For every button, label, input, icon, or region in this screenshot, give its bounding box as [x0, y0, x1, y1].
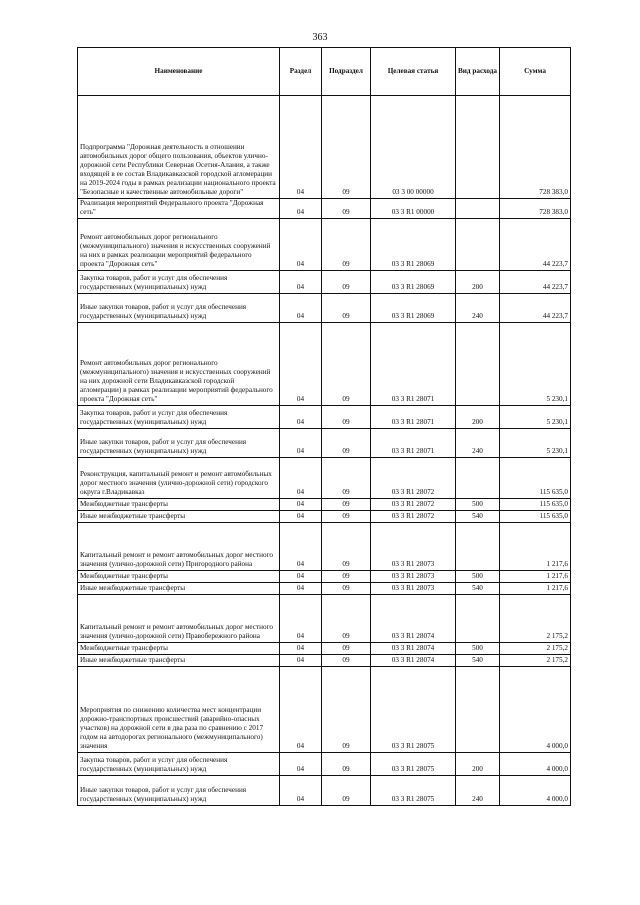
- cell-summa: 2 175,2: [500, 595, 571, 643]
- cell-vid: 200: [456, 406, 500, 429]
- cell-name: Ремонт автомобильных дорог регионального (межмуниципального) значения и искусственных сооружений на них в рамках реализации мероприятий федерального проекта "Дорожная сеть": [78, 219, 280, 271]
- cell-summa: 2 175,2: [500, 655, 571, 667]
- cell-razdel: 04: [280, 595, 322, 643]
- cell-podrazdel: 09: [322, 583, 371, 595]
- cell-statya: 03 3 R1 28075: [371, 753, 456, 776]
- cell-vid: [456, 458, 500, 499]
- cell-razdel: 04: [280, 655, 322, 667]
- cell-name: Иные межбюджетные трансферты: [78, 583, 280, 595]
- cell-vid: 500: [456, 571, 500, 583]
- header-podrazdel: Подраздел: [322, 48, 371, 96]
- cell-vid: 500: [456, 499, 500, 511]
- cell-podrazdel: 09: [322, 776, 371, 806]
- cell-vid: [456, 667, 500, 753]
- cell-vid: 200: [456, 753, 500, 776]
- cell-razdel: 04: [280, 294, 322, 323]
- cell-razdel: 04: [280, 406, 322, 429]
- page-number: 363: [312, 32, 328, 43]
- cell-statya: 03 3 R1 28071: [371, 406, 456, 429]
- cell-podrazdel: 09: [322, 199, 371, 219]
- cell-statya: 03 3 R1 28075: [371, 667, 456, 753]
- cell-razdel: 04: [280, 96, 322, 199]
- table-row: [78, 96, 571, 199]
- cell-razdel: 04: [280, 776, 322, 806]
- table-row: [78, 523, 571, 571]
- cell-vid: 200: [456, 271, 500, 294]
- cell-name: Закупка товаров, работ и услуг для обеспечения государственных (муниципальных) нужд: [78, 406, 280, 429]
- cell-summa: 44 223,7: [500, 294, 571, 323]
- cell-statya: 03 3 R1 28072: [371, 511, 456, 523]
- cell-name: Иные межбюджетные трансферты: [78, 655, 280, 667]
- cell-vid: [456, 219, 500, 271]
- table-row: [78, 499, 571, 511]
- table-row: [78, 323, 571, 406]
- cell-razdel: 04: [280, 429, 322, 458]
- cell-razdel: 04: [280, 511, 322, 523]
- cell-summa: 5 230,1: [500, 429, 571, 458]
- cell-vid: [456, 96, 500, 199]
- cell-vid: 240: [456, 776, 500, 806]
- cell-name: Иные межбюджетные трансферты: [78, 511, 280, 523]
- header-summa: Сумма: [500, 48, 571, 96]
- cell-name: Межбюджетные трансферты: [78, 571, 280, 583]
- cell-statya: 03 3 R1 28074: [371, 643, 456, 655]
- cell-podrazdel: 09: [322, 595, 371, 643]
- cell-statya: 03 3 R1 28073: [371, 571, 456, 583]
- cell-statya: 03 3 R1 28074: [371, 595, 456, 643]
- cell-statya: 03 3 00 00000: [371, 96, 456, 199]
- cell-vid: [456, 199, 500, 219]
- table-row: [78, 429, 571, 458]
- table-body: [78, 96, 571, 806]
- cell-vid: 240: [456, 429, 500, 458]
- cell-name: Межбюджетные трансферты: [78, 643, 280, 655]
- cell-podrazdel: 09: [322, 753, 371, 776]
- cell-podrazdel: 09: [322, 323, 371, 406]
- cell-vid: 540: [456, 655, 500, 667]
- cell-podrazdel: 09: [322, 643, 371, 655]
- table-row: [78, 571, 571, 583]
- cell-podrazdel: 09: [322, 523, 371, 571]
- cell-name: Межбюджетные трансферты: [78, 499, 280, 511]
- cell-razdel: 04: [280, 323, 322, 406]
- cell-name: Иные закупки товаров, работ и услуг для обеспечения государственных (муниципальных) нужд: [78, 294, 280, 323]
- table-row: [78, 583, 571, 595]
- cell-name: Закупка товаров, работ и услуг для обеспечения государственных (муниципальных) нужд: [78, 753, 280, 776]
- table-row: [78, 199, 571, 219]
- cell-statya: 03 3 R1 28073: [371, 583, 456, 595]
- cell-summa: 4 000,0: [500, 776, 571, 806]
- table-row: [78, 294, 571, 323]
- cell-name: Иные закупки товаров, работ и услуг для обеспечения государственных (муниципальных) нужд: [78, 776, 280, 806]
- cell-name: Капитальный ремонт и ремонт автомобильных дорог местного значения (улично-дорожной сети) Правобережного района: [78, 595, 280, 643]
- cell-razdel: 04: [280, 199, 322, 219]
- cell-name: Подпрограмма "Дорожная деятельность в отношении автомобильных дорог общего пользования, объектов улично-дорожной сети Республики Северная Осетия-Алания, а также входящей в ее состав Владикавказской городской агломерации на 2019-2024 годы в рамках реализации национального проекта "Безопасные и качественные автомобильные дороги": [78, 96, 280, 199]
- cell-summa: 44 223,7: [500, 219, 571, 271]
- cell-summa: 2 175,2: [500, 643, 571, 655]
- cell-razdel: 04: [280, 643, 322, 655]
- cell-razdel: 04: [280, 219, 322, 271]
- table-row: [78, 655, 571, 667]
- budget-table: [77, 47, 571, 806]
- cell-razdel: 04: [280, 499, 322, 511]
- cell-name: Иные закупки товаров, работ и услуг для обеспечения государственных (муниципальных) нужд: [78, 429, 280, 458]
- table-row: [78, 753, 571, 776]
- cell-summa: 1 217,6: [500, 523, 571, 571]
- cell-statya: 03 3 R1 28069: [371, 219, 456, 271]
- cell-summa: 728 383,0: [500, 199, 571, 219]
- cell-podrazdel: 09: [322, 271, 371, 294]
- cell-podrazdel: 09: [322, 96, 371, 199]
- cell-statya: 03 3 R1 28069: [371, 294, 456, 323]
- cell-razdel: 04: [280, 571, 322, 583]
- cell-vid: [456, 323, 500, 406]
- cell-podrazdel: 09: [322, 294, 371, 323]
- cell-razdel: 04: [280, 753, 322, 776]
- cell-summa: 4 000,0: [500, 667, 571, 753]
- header-razdel: Раздел: [280, 48, 322, 96]
- cell-podrazdel: 09: [322, 458, 371, 499]
- table-row: [78, 667, 571, 753]
- table-row: [78, 776, 571, 806]
- cell-statya: 03 3 R1 28072: [371, 458, 456, 499]
- table-row: [78, 271, 571, 294]
- cell-statya: 03 3 R1 28075: [371, 776, 456, 806]
- cell-statya: 03 3 R1 00000: [371, 199, 456, 219]
- cell-name: Мероприятия по снижению количества мест концентрации дорожно-транспортных происшествий (аварийно-опасных участков) на дорожной сети в два раза по сравнению с 2017 годом на автодорогах регионального (межмуниципального) значения: [78, 667, 280, 753]
- header-name: Наименование: [78, 48, 280, 96]
- cell-podrazdel: 09: [322, 406, 371, 429]
- cell-razdel: 04: [280, 458, 322, 499]
- cell-summa: 4 000,0: [500, 753, 571, 776]
- table-row: [78, 643, 571, 655]
- cell-vid: [456, 595, 500, 643]
- cell-statya: 03 3 R1 28071: [371, 323, 456, 406]
- cell-podrazdel: 09: [322, 667, 371, 753]
- cell-podrazdel: 09: [322, 429, 371, 458]
- cell-vid: 540: [456, 511, 500, 523]
- header-vid: Вид расхода: [456, 48, 500, 96]
- cell-name: Реализация мероприятий Федерального проекта "Дорожная сеть": [78, 199, 280, 219]
- cell-name: Закупка товаров, работ и услуг для обеспечения государственных (муниципальных) нужд: [78, 271, 280, 294]
- table-row: [78, 406, 571, 429]
- cell-statya: 03 3 R1 28072: [371, 499, 456, 511]
- cell-podrazdel: 09: [322, 571, 371, 583]
- cell-name: Капитальный ремонт и ремонт автомобильных дорог местного значения (улично-дорожной сети) Пригородного района: [78, 523, 280, 571]
- cell-summa: 44 223,7: [500, 271, 571, 294]
- cell-vid: [456, 523, 500, 571]
- cell-statya: 03 3 R1 28074: [371, 655, 456, 667]
- table-row: [78, 511, 571, 523]
- cell-vid: 540: [456, 583, 500, 595]
- cell-summa: 1 217,6: [500, 583, 571, 595]
- cell-summa: 115 635,0: [500, 458, 571, 499]
- cell-statya: 03 3 R1 28071: [371, 429, 456, 458]
- cell-podrazdel: 09: [322, 511, 371, 523]
- cell-summa: 5 230,1: [500, 406, 571, 429]
- cell-summa: 115 635,0: [500, 499, 571, 511]
- cell-podrazdel: 09: [322, 499, 371, 511]
- cell-razdel: 04: [280, 271, 322, 294]
- cell-razdel: 04: [280, 667, 322, 753]
- cell-razdel: 04: [280, 523, 322, 571]
- cell-podrazdel: 09: [322, 219, 371, 271]
- table-row: [78, 595, 571, 643]
- cell-vid: 500: [456, 643, 500, 655]
- table-row: [78, 219, 571, 271]
- cell-summa: 1 217,6: [500, 571, 571, 583]
- header-statya: Целевая статья: [371, 48, 456, 96]
- cell-summa: 728 383,0: [500, 96, 571, 199]
- cell-summa: 5 230,1: [500, 323, 571, 406]
- cell-name: Реконструкция, капитальный ремонт и ремонт автомобильных дорог местного значения (улично-дорожной сети) городского округа г.Владикавказ: [78, 458, 280, 499]
- cell-statya: 03 3 R1 28069: [371, 271, 456, 294]
- table-row: [78, 458, 571, 499]
- cell-summa: 115 635,0: [500, 511, 571, 523]
- table-header-row: [78, 48, 571, 96]
- cell-statya: 03 3 R1 28073: [371, 523, 456, 571]
- cell-razdel: 04: [280, 583, 322, 595]
- cell-name: Ремонт автомобильных дорог регионального (межмуниципального) значения и искусственных сооружений на них дорожной сети Владикавказской городской агломерации) в рамках реализации мероприятий федерального проекта "Дорожная сеть": [78, 323, 280, 406]
- cell-podrazdel: 09: [322, 655, 371, 667]
- cell-vid: 240: [456, 294, 500, 323]
